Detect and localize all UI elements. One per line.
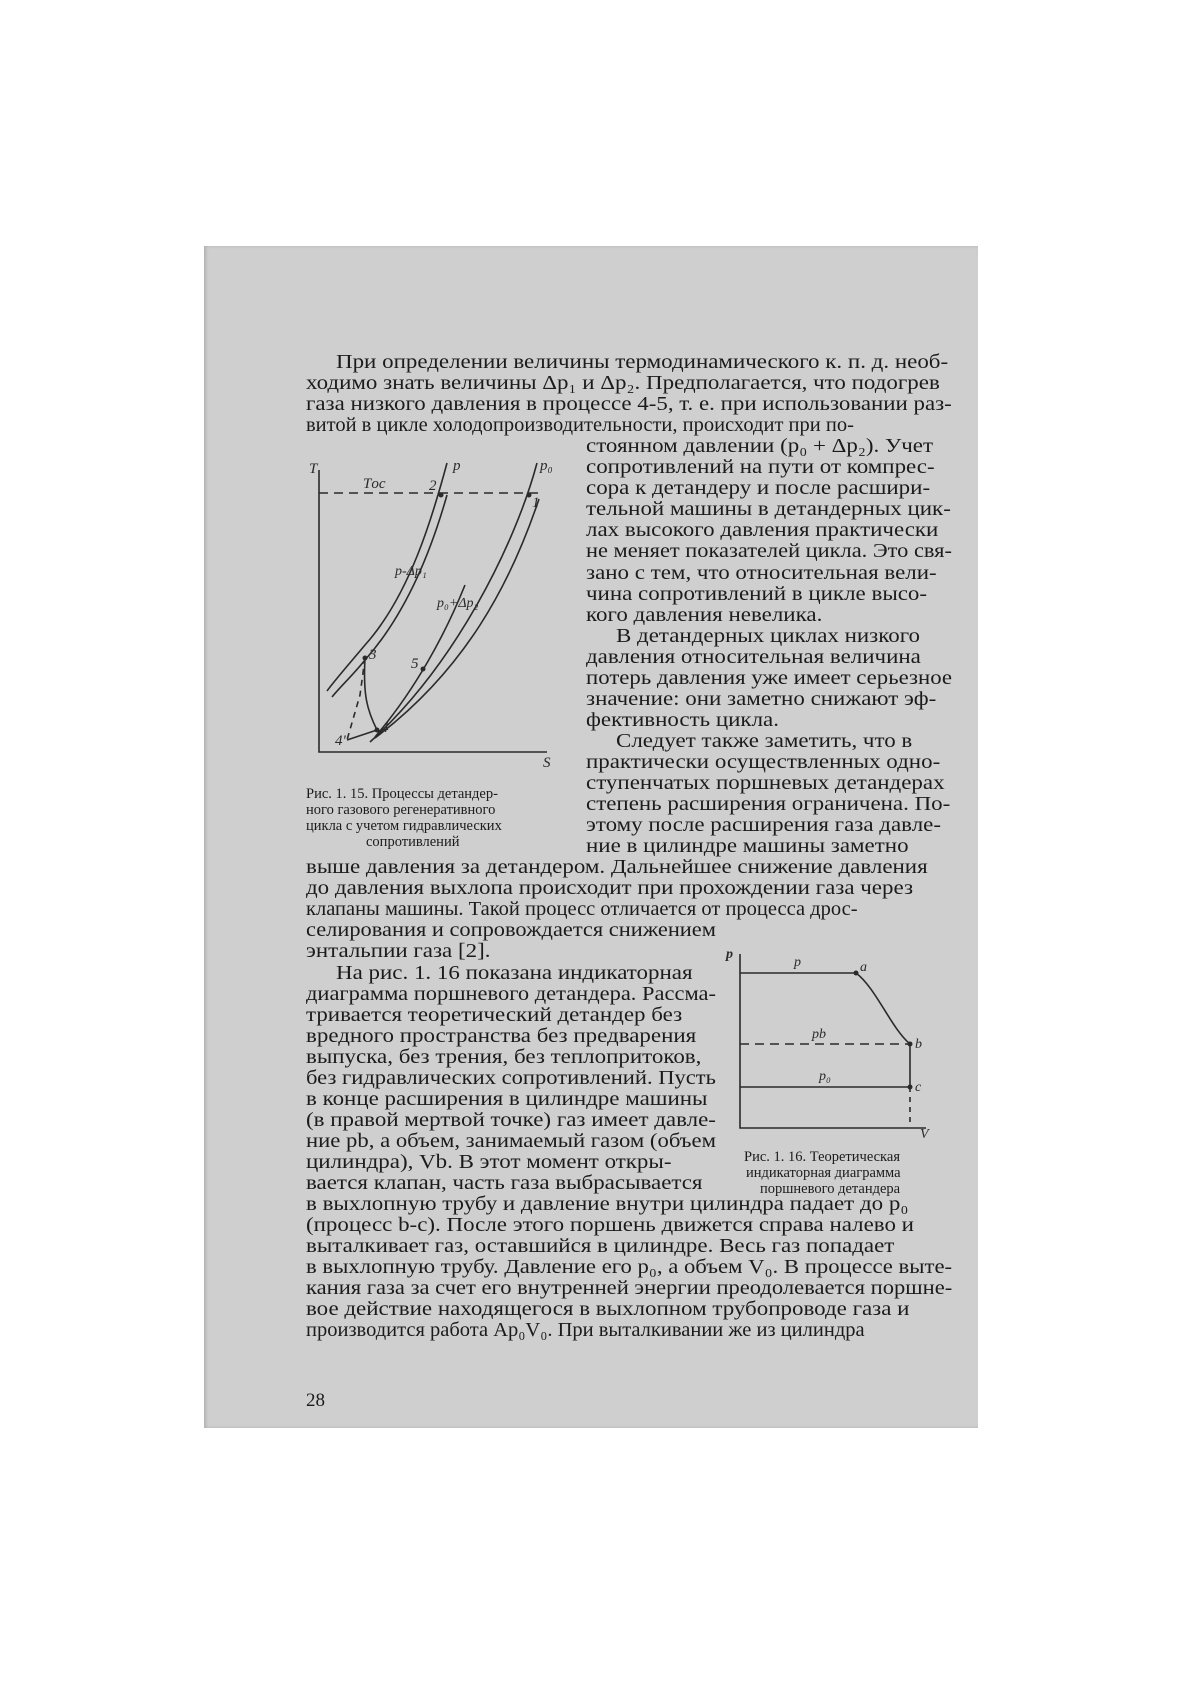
text-line: тельной машины в детандерных цик- (586, 498, 951, 521)
fig15-caption-line: Рис. 1. 15. Процессы детандер- (306, 786, 498, 802)
text-line: выталкивает газ, оставшийся в цилиндре. Весь газ попадает (306, 1235, 895, 1258)
text-line: вредного пространства без предварения (306, 1024, 697, 1047)
text-line: вается клапан, часть газа выбрасывается (306, 1172, 703, 1194)
fig15-label-p: p (453, 458, 461, 474)
fig15-label-p-dp1: p-Δp₁ (395, 564, 427, 579)
text-line: ние в цилиндре машины заметно (586, 835, 909, 858)
text-line: выше давления за детандером. Дальнейшее снижение давления (306, 856, 928, 879)
fig15-caption-line: ного газового регенеративного (306, 802, 496, 818)
figure-15-ts-diagram (305, 455, 555, 770)
text-line: (процесс b-c). После этого поршень движется справа налево и (306, 1214, 914, 1237)
fig16-axes (740, 954, 926, 1128)
fig15-label-t: T (309, 461, 318, 477)
fig15-label-4: 4 (381, 720, 389, 736)
text-line: витой в цикле холодопроизводительности, происходит при по- (306, 414, 854, 437)
text-line: практически осуществленных одно- (586, 750, 941, 773)
fig16-label-c: c (915, 1080, 922, 1095)
fig15-point-3 (363, 656, 368, 661)
fig15-label-toc: Tос (363, 476, 386, 492)
fig15-heating (347, 730, 377, 740)
fig15-isobar-p0-dp2 (375, 499, 539, 738)
text-line: сора к детандеру и после расшири- (586, 477, 931, 500)
text-line: зано с тем, что относительная вели- (586, 561, 937, 584)
text-line: энтальпии газа [2]. (306, 940, 491, 963)
text-line: ходимо знать величины Δp₁ и Δp₂. Предполагается, что подогрев (306, 372, 940, 395)
text-line: кания газа за счет его внутренней энергии преодолевается поршне- (306, 1277, 953, 1300)
text-line: При определении величины термодинамического к. п. д. необ- (336, 351, 949, 373)
text-line: значение: они заметно снижают эф- (586, 687, 937, 710)
text-line: На рис. 1. 16 показана индикаторная (336, 961, 693, 984)
fig16-caption-line: поршневого детандера (760, 1181, 901, 1197)
fig15-point-5 (421, 667, 426, 672)
text-line: В детандерных циклах низкого (616, 624, 921, 647)
page-number: 28 (306, 1390, 325, 1411)
fig16-label-p: p (794, 955, 801, 970)
fig15-label-4prime: 4' (335, 733, 346, 749)
text-line: сопротивлений на пути от компрес- (586, 456, 935, 479)
fig16-expansion-curve (856, 973, 910, 1044)
text-line: ступенчатых поршневых детандерах (586, 772, 945, 794)
text-line: выпуска, без трения, без теплопритоков, (306, 1045, 702, 1068)
fig15-isobar-p-dp1 (332, 495, 447, 697)
text-line: фективность цикла. (586, 708, 779, 731)
fig16-label-axis-v: V (920, 1127, 929, 1142)
fig15-label-1: 1 (532, 495, 540, 511)
fig16-point-b (908, 1042, 913, 1047)
text-line: диаграмма поршневого детандера. Рассма- (306, 982, 716, 1005)
fig15-isobar-p (327, 463, 447, 691)
fig16-caption-line: Рис. 1. 16. Теоретическая (744, 1149, 900, 1165)
text-line: стоянном давлении (p₀ + Δp₂). Учет (586, 435, 934, 458)
text-line: цилиндра), Vb. В этот момент откры- (306, 1150, 672, 1173)
text-line: газа низкого давления в процессе 4-5, т. е. при использовании раз- (306, 393, 952, 416)
text-line: в конце расширения в цилиндре машины (306, 1087, 708, 1110)
text-line: степень расширения ограничена. По- (586, 793, 951, 816)
fig15-label-p0: p₀ (540, 458, 553, 474)
text-line: без гидравлических сопротивлений. Пусть (306, 1066, 716, 1089)
text-line: тривается теоретический детандер без (306, 1003, 683, 1026)
fig16-label-pb: pb (812, 1027, 826, 1042)
text-line: (в правой мертвой точке) газ имеет давле- (306, 1108, 716, 1131)
fig16-label-axis-p: p (726, 947, 733, 962)
fig16-label-a: a (860, 960, 867, 975)
fig15-point-2 (439, 493, 444, 498)
text-line: лах высокого давления практически (586, 519, 939, 542)
fig16-label-b: b (915, 1037, 922, 1052)
fig16-caption-line: индикаторная диаграмма (746, 1165, 901, 1181)
text-line: давления относительная величина (586, 645, 921, 668)
text-line: селирования и сопровождается снижением (306, 919, 716, 942)
text-line: потерь давления уже имеет серьезное (586, 666, 953, 689)
fig15-label-5: 5 (411, 656, 419, 672)
fig15-points (363, 493, 532, 733)
text-line: ние pb, а объем, занимаемый газом (объем (306, 1129, 716, 1152)
fig15-label-3: 3 (369, 647, 377, 663)
text-line: клапаны машины. Такой процесс отличается от процесса дрос- (306, 898, 858, 921)
fig15-point-4 (375, 728, 380, 733)
fig15-label-p0-dp2: p₀+Δp₂ (437, 596, 479, 611)
figure-16-indicator-diagram (726, 947, 941, 1142)
text-line: Следует также заметить, что в (616, 729, 913, 752)
fig16-point-c (908, 1085, 913, 1090)
text-line: вое действие находящегося в выхлопном трубопроводе газа и (306, 1298, 910, 1321)
fig15-label-s: S (543, 755, 551, 771)
fig15-expansion (365, 658, 378, 730)
fig16-point-a (854, 971, 859, 976)
fig15-caption-line: цикла с учетом гидравлических (306, 818, 502, 834)
text-line: чина сопротивлений в цикле высо- (586, 582, 928, 605)
fig16-label-p0: p₀ (819, 1069, 831, 1084)
text-line: в выхлопную трубу. Давление его p₀, а объем V₀. В процессе выте- (306, 1256, 953, 1279)
text-line: до давления выхлопа происходит при прохождении газа через (306, 877, 914, 900)
fig15-point-1 (527, 493, 532, 498)
text-line: кого давления невелика. (586, 603, 823, 626)
text-line: производится работа Ap₀V₀. При выталкивании же из цилиндра (306, 1319, 865, 1342)
text-line: не меняет показателей цикла. Это свя- (586, 540, 952, 563)
text-line: в выхлопную трубу и давление внутри цилиндра падает до p₀ (306, 1193, 909, 1215)
text-line: этому после расширения газа давле- (586, 814, 941, 837)
fig15-caption-line: сопротивлений (366, 834, 460, 850)
fig15-label-2: 2 (429, 478, 437, 494)
